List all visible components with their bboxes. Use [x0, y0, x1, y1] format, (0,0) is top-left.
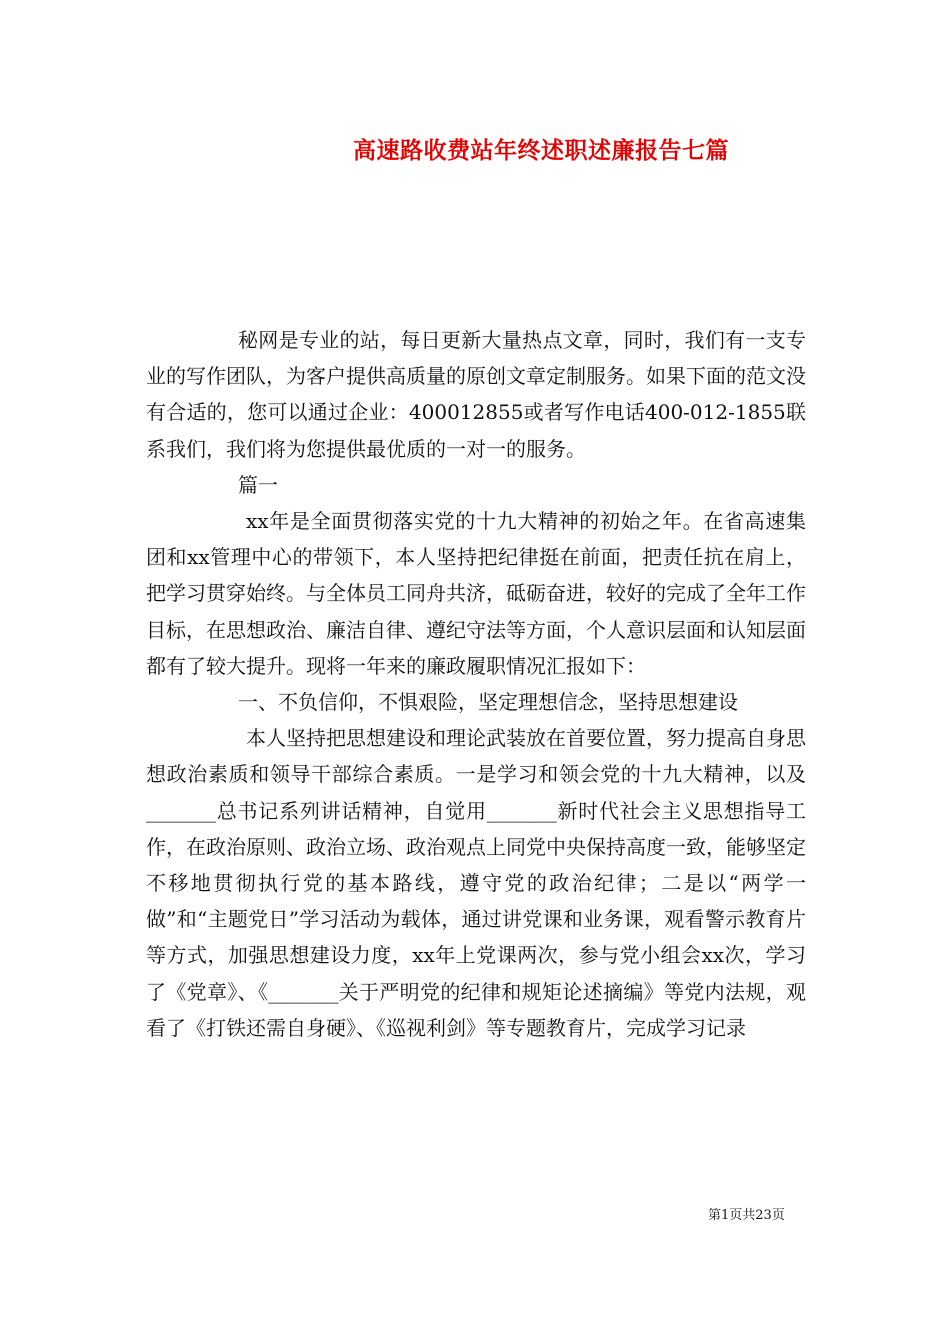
page-footer: 第1页共23页	[708, 1208, 785, 1223]
document-body	[146, 322, 806, 1046]
paragraph-2: 本人坚持把思想建设和理论武装放在首要位置，努力提高自身思想政治素质和领导干部综合素质。一是学习和领会党的十九大精神，以及_______总书记系列讲话精神，自觉用_______新时代社会主义思想指导工作，在政治原则、政治立场、政治观点上同党中央保持高度一致，能够坚定不移地贯彻执行党的基本路线，遵守党的政治纪律；二是以“两学一做”和“主题党日”学习活动为载体，通过讲党课和业务课，观看警示教育片等方式，加强思想建设力度，xx年上党课两次，参与党小组会xx次，学习了《党章》、《_______关于严明党的纪律和规矩论述摘编》等党内法规，观看了《打铁还需自身硬》、《巡视利剑》等专题教育片，完成学习记录	[146, 726, 806, 1040]
document-title: 高速路收费站年终述职述廉报告七篇	[353, 137, 729, 164]
paragraph-1: xx年是全面贯彻落实党的十九大精神的初始之年。在省高速集团和xx管理中心的带领下，本人坚持把纪律挺在前面，把责任抗在肩上，把学习贯穿始终。与全体员工同舟共济，砥砺奋进，较好的完成了全年工作目标，在思想政治、廉洁自律、遵纪守法等方面，个人意识层面和认知层面都有了较大提升。现将一年来的廉政履职情况汇报如下：	[146, 509, 806, 678]
section-heading-1: 一、不负信仰，不惧艰险，坚定理想信念，坚持思想建设	[238, 690, 738, 715]
intro-paragraph: 秘网是专业的站，每日更新大量热点文章，同时，我们有一支专业的写作团队，为客户提供高质量的原创文章定制服务。如果下面的范文没有合适的，您可以通过企业：400012855或者写作电话400-012-1855联系我们，我们将为您提供最优质的一对一的服务。	[146, 328, 806, 461]
section-label: 篇一	[238, 472, 278, 497]
